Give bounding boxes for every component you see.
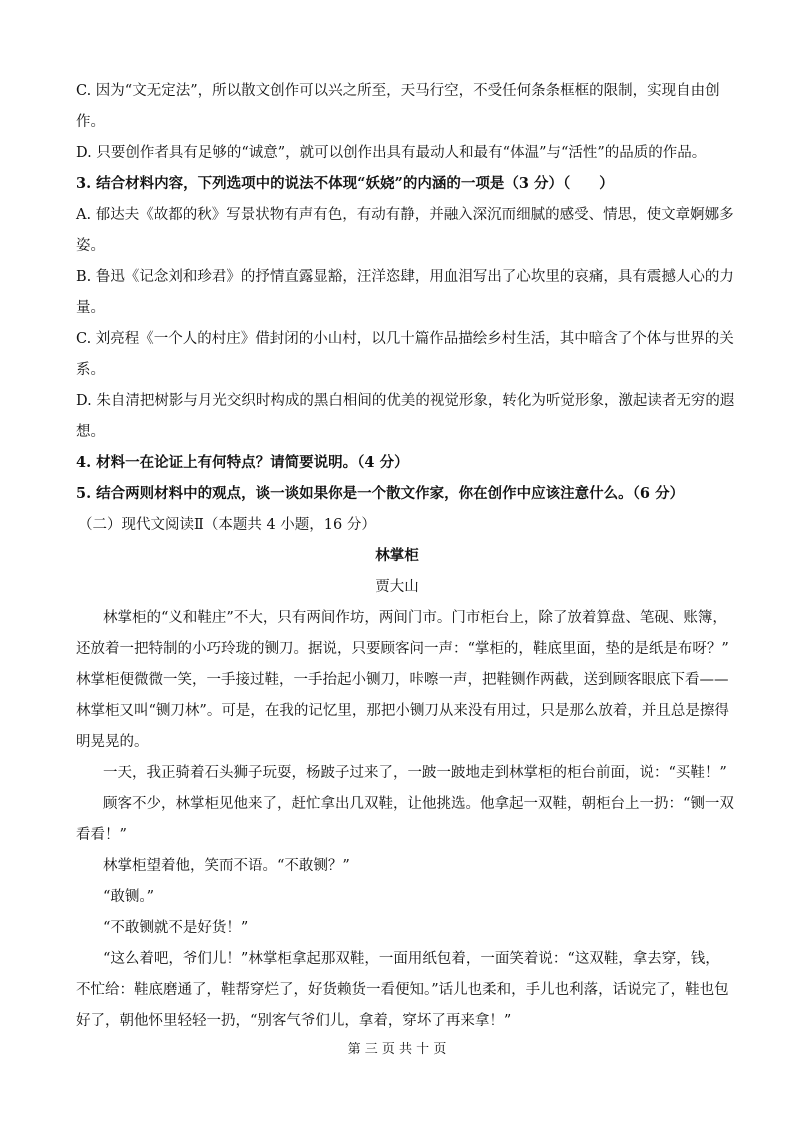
option-c-line-1: C. 因为“文无定法”，所以散文创作可以兴之所至，天马行空，不受任何条条框框的限制，实现自由创 xyxy=(76,83,720,99)
question-3: 3. 结合材料内容，下列选项中的说法不体现“妖娆”的内涵的一项是（3 分）（ ） xyxy=(76,175,614,192)
q3-option-b-line-2: 量。 xyxy=(76,300,105,316)
paragraph-1-line-2: 还放着一把特制的小巧玲珑的铡刀。据说，只要顾客问一声：“掌柜的，鞋底里面，垫的是纸是布呀？” xyxy=(76,641,729,657)
paragraph-2: 一天，我正骑着石头狮子玩耍，杨跛子过来了，一跛一跛地走到林掌柜的柜台前面，说：“买鞋！” xyxy=(103,765,727,781)
q3-option-b-line-1: B. 鲁迅《记念刘和珍君》的抒情直露显豁，汪洋恣肆，用血泪写出了心坎里的哀痛，具有震撼人心的力 xyxy=(76,269,734,285)
question-4: 4. 材料一在论证上有何特点？请简要说明。（4 分） xyxy=(76,454,409,471)
paragraph-3-line-2: 看看！” xyxy=(76,827,127,843)
paragraph-3-line-1: 顾客不少，林掌柜见他来了，赶忙拿出几双鞋，让他挑选。他拿起一双鞋，朝柜台上一扔：“铡一双 xyxy=(103,796,734,812)
option-d-text: D. 只要创作者具有足够的“诚意”，就可以创作出具有最动人和最有“体温”与“活性”的品质的作品。 xyxy=(76,145,707,161)
q3-option-a-line-1: A. 郁达夫《故都的秋》写景状物有声有色，有动有静，并融入深沉而细腻的感受、情思，使文章婀娜多 xyxy=(76,207,734,223)
q3-option-d-line-2: 想。 xyxy=(76,424,105,440)
paragraph-1-line-1: 林掌柜的“义和鞋庄”不大，只有两间作坊，两间门市。门市柜台上，除了放着算盘、笔砚、账簿， xyxy=(103,610,727,626)
story-title: 林掌柜 xyxy=(375,547,419,564)
question-5: 5. 结合两则材料中的观点，谈一谈如果你是一个散文作家，你在创作中应该注意什么。（6 分） xyxy=(76,485,685,502)
paragraph-1-line-3: 林掌柜便微微一笑，一手接过鞋，一手抬起小铡刀，咔嚓一声，把鞋铡作两截，送到顾客眼底下看—— xyxy=(76,672,729,688)
q3-option-c-line-1: C. 刘亮程《一个人的村庄》借封闭的小山村，以几十篇作品描绘乡村生活，其中暗含了个体与世界的关 xyxy=(76,331,734,347)
section-heading: （二）现代文阅读Ⅱ（本题共 4 小题，16 分） xyxy=(78,517,376,533)
paragraph-7-line-3: 好了，朝他怀里轻轻一扔，“别客气爷们儿，拿着，穿坏了再来拿！” xyxy=(76,1013,512,1029)
option-c-line-2: 作。 xyxy=(76,114,105,130)
paragraph-6: “不敢铡就不是好货！” xyxy=(103,920,249,936)
paragraph-5: “敢铡。” xyxy=(103,889,155,905)
story-author: 贾大山 xyxy=(375,579,419,595)
q3-option-c-line-2: 系。 xyxy=(76,362,105,378)
paragraph-1-line-5: 明晃晃的。 xyxy=(76,734,149,750)
paragraph-7-line-2: 不忙给：鞋底磨通了，鞋帮穿烂了，好货赖货一看便知。”话儿也柔和，手儿也利落，话说完了，鞋也包 xyxy=(76,982,729,998)
paragraph-1-line-4: 林掌柜又叫“铡刀林”。可是，在我的记忆里，那把小铡刀从来没有用过，只是那么放着，并且总是擦得 xyxy=(76,703,729,719)
paragraph-4: 林掌柜望着他，笑而不语。“不敢铡？” xyxy=(103,858,350,874)
paragraph-7-line-1: “这么着吧，爷们儿！”林掌柜拿起那双鞋，一面用纸包着，一面笑着说：“这双鞋，拿去穿，钱， xyxy=(103,951,720,967)
q3-option-a-line-2: 姿。 xyxy=(76,238,105,254)
page-footer: 第 三 页 共 十 页 xyxy=(347,1042,447,1057)
q3-option-d-line-1: D. 朱自清把树影与月光交织时构成的黑白相间的优美的视觉形象，转化为听觉形象，激起读者无穷的遐 xyxy=(76,393,735,409)
